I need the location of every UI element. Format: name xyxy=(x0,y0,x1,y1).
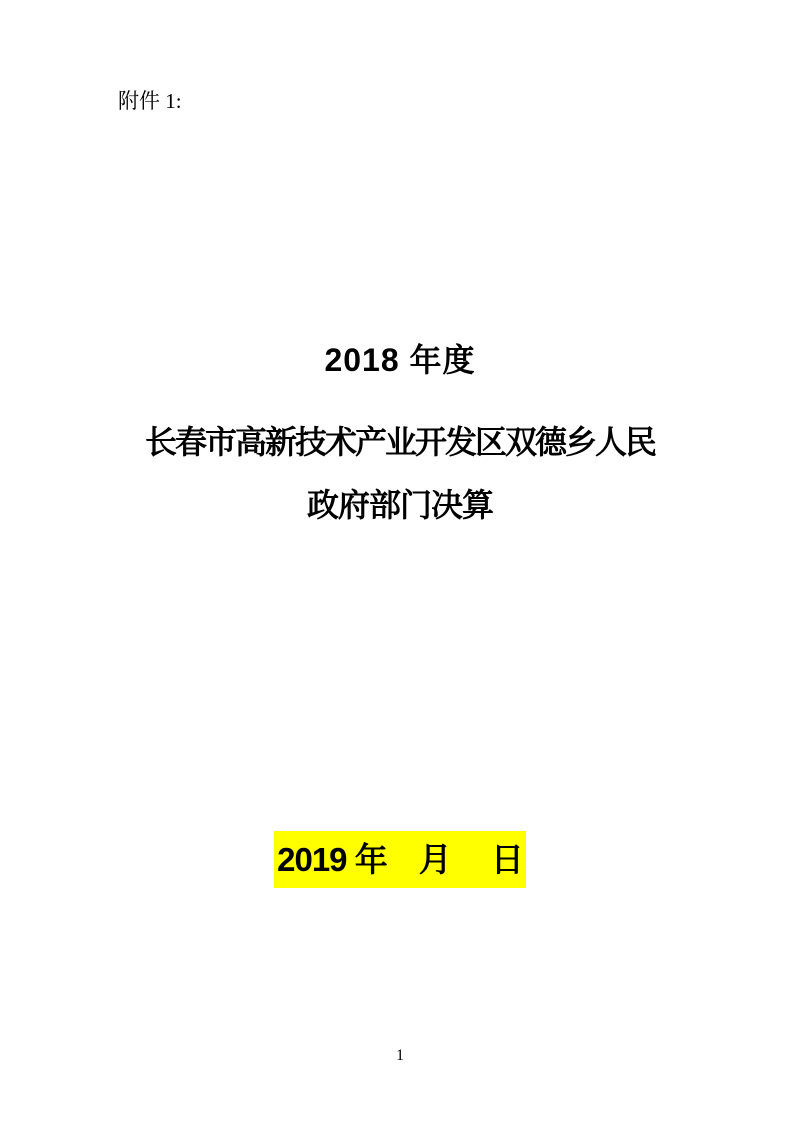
title-year-line: 2018 年度 xyxy=(324,342,476,378)
date-line xyxy=(0,831,800,888)
attachment-label: 附件 1: xyxy=(118,89,182,113)
page-number: 1 xyxy=(396,1047,404,1064)
date-highlight: 2019 年 月 日 xyxy=(274,831,526,888)
title-sub-line: 政府部门决算 xyxy=(306,487,493,523)
title-main-line: 长春市高新技术产业开发区双德乡人民 xyxy=(144,424,655,460)
